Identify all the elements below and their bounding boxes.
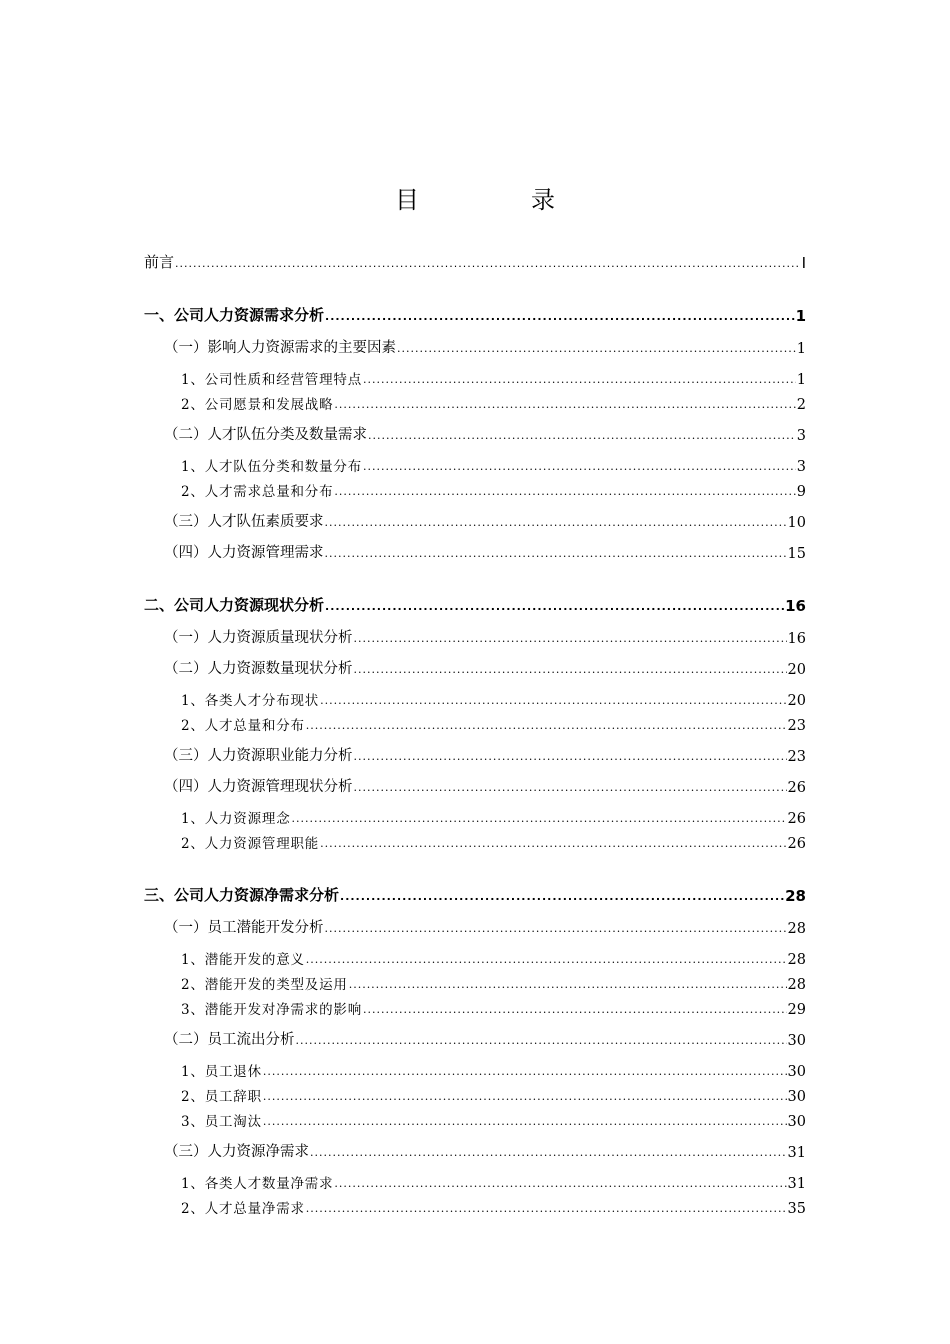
toc-page-number: 26 — [787, 780, 806, 796]
toc-page-number: 28 — [787, 921, 806, 937]
toc-entry-subsection[interactable] — [181, 366, 806, 388]
toc-entry-text: 2、公司愿景和发展战略 — [181, 397, 334, 413]
toc-entry-text: （二）员工流出分析 — [164, 1032, 295, 1048]
toc-leader-dots — [354, 782, 787, 793]
page-title: 目 录 — [395, 186, 599, 214]
toc-leader-dots — [325, 517, 787, 528]
toc-leader-dots — [175, 258, 801, 269]
toc-page-number: 30 — [787, 1114, 806, 1130]
toc-leader-dots — [349, 979, 787, 990]
toc-leader-dots — [263, 1066, 787, 1077]
toc-entry-text: 2、人才总量净需求 — [181, 1201, 305, 1217]
toc-entry-text: 前言 — [144, 253, 175, 271]
toc-entry-text: （一）员工潜能开发分析 — [164, 920, 324, 936]
toc-page-number: 28 — [785, 887, 806, 905]
toc-page-number: 30 — [787, 1089, 806, 1105]
toc-entry-text: 二、公司人力资源现状分析 — [144, 596, 325, 614]
toc-page-number: 28 — [787, 952, 806, 968]
toc-entry-section[interactable] — [164, 656, 806, 678]
toc-leader-dots — [325, 601, 784, 612]
toc-entry-subsection[interactable] — [181, 1058, 806, 1080]
toc-entry-chapter[interactable] — [144, 593, 806, 615]
toc-entry-text: 1、公司性质和经营管理特点 — [181, 372, 362, 388]
toc-entry-section[interactable] — [164, 625, 806, 647]
toc-leader-dots — [325, 923, 787, 934]
toc-leader-dots — [354, 751, 787, 762]
toc-page-number: 20 — [787, 693, 806, 709]
toc-leader-dots — [306, 954, 787, 965]
toc-entry-text: （四）人力资源管理现状分析 — [164, 779, 353, 795]
toc-entry-text: 1、各类人才分布现状 — [181, 693, 320, 709]
toc-page-number: 1 — [796, 372, 806, 388]
toc-entry-section[interactable] — [164, 509, 806, 531]
toc-leader-dots — [334, 486, 795, 497]
toc-page-number: 10 — [787, 515, 806, 531]
toc-entry-subsection[interactable] — [181, 1170, 806, 1192]
toc-entry-text: （三）人力资源职业能力分析 — [164, 748, 353, 764]
toc-entry-text: 2、潜能开发的类型及运用 — [181, 977, 348, 993]
toc-entry-section[interactable] — [164, 915, 806, 937]
toc-entry-section[interactable] — [164, 743, 806, 765]
toc-page-number: 2 — [796, 397, 806, 413]
toc-entry-text: 3、员工淘汰 — [181, 1114, 262, 1130]
toc-page-number: 1 — [795, 307, 806, 325]
toc-entry-section[interactable] — [164, 540, 806, 562]
toc-entry-chapter[interactable] — [144, 883, 806, 905]
toc-entry-text: 2、人才总量和分布 — [181, 718, 305, 734]
toc-leader-dots — [325, 311, 795, 322]
toc-page-number: 23 — [787, 718, 806, 734]
toc-page-number: 30 — [787, 1064, 806, 1080]
toc-leader-dots — [310, 1147, 787, 1158]
toc-entry-section[interactable] — [164, 422, 806, 444]
toc-page-number: 1 — [796, 341, 806, 357]
toc-entry-preface[interactable] — [144, 250, 806, 272]
toc-entry-text: 2、员工辞职 — [181, 1089, 262, 1105]
toc-leader-dots — [334, 1178, 786, 1189]
toc-page-number: 31 — [787, 1176, 806, 1192]
toc-leader-dots — [325, 548, 787, 559]
toc-leader-dots — [263, 1116, 787, 1127]
toc-leader-dots — [320, 838, 786, 849]
toc-page-number: 26 — [787, 811, 806, 827]
toc-page-number: 9 — [796, 484, 806, 500]
toc-entry-section[interactable] — [164, 1027, 806, 1049]
toc-page-number: 16 — [785, 597, 806, 615]
toc-leader-dots — [334, 399, 795, 410]
toc-entry-text: （二）人才队伍分类及数量需求 — [164, 427, 367, 443]
toc-entry-subsection[interactable] — [181, 687, 806, 709]
toc-entry-text: 2、人力资源管理职能 — [181, 836, 320, 852]
toc-entry-subsection[interactable] — [181, 971, 806, 993]
toc-page-number: 28 — [787, 977, 806, 993]
toc-entry-subsection[interactable] — [181, 830, 806, 852]
toc-entry-chapter[interactable] — [144, 303, 806, 325]
toc-page-number: 29 — [787, 1002, 806, 1018]
toc-entry-text: （二）人力资源数量现状分析 — [164, 661, 353, 677]
toc-leader-dots — [363, 374, 796, 385]
toc-entry-subsection[interactable] — [181, 1108, 806, 1130]
toc-leader-dots — [397, 343, 796, 354]
toc-entry-section[interactable] — [164, 1139, 806, 1161]
toc-entry-text: （一）影响人力资源需求的主要因素 — [164, 340, 396, 356]
toc-entry-section[interactable] — [164, 774, 806, 796]
toc-leader-dots — [354, 633, 787, 644]
toc-leader-dots — [363, 1004, 787, 1015]
toc-entry-subsection[interactable] — [181, 478, 806, 500]
toc-page-number: I — [801, 254, 806, 272]
toc-page-number: 31 — [787, 1145, 806, 1161]
toc-entry-text: （四）人力资源管理需求 — [164, 545, 324, 561]
toc-entry-subsection[interactable] — [181, 712, 806, 734]
toc-page-number: 20 — [787, 662, 806, 678]
toc-leader-dots — [263, 1091, 787, 1102]
toc-leader-dots — [292, 813, 787, 824]
toc-entry-text: （三）人力资源净需求 — [164, 1144, 309, 1160]
toc-entry-subsection[interactable] — [181, 1195, 806, 1217]
toc-leader-dots — [306, 1203, 787, 1214]
toc-page-number: 3 — [796, 459, 806, 475]
toc-entry-subsection[interactable] — [181, 1083, 806, 1105]
toc-entry-text: 三、公司人力资源净需求分析 — [144, 886, 340, 904]
toc-entry-text: 1、各类人才数量净需求 — [181, 1176, 334, 1192]
toc-entry-text: 3、潜能开发对净需求的影响 — [181, 1002, 362, 1018]
toc-leader-dots — [296, 1035, 787, 1046]
toc-entry-subsection[interactable] — [181, 391, 806, 413]
toc-leader-dots — [340, 891, 784, 902]
toc-page-number: 35 — [787, 1201, 806, 1217]
toc-entry-subsection[interactable] — [181, 996, 806, 1018]
toc-entry-text: 2、人才需求总量和分布 — [181, 484, 334, 500]
toc-leader-dots — [320, 695, 786, 706]
toc-entry-subsection[interactable] — [181, 805, 806, 827]
toc-entry-text: （一）人力资源质量现状分析 — [164, 630, 353, 646]
toc-entry-subsection[interactable] — [181, 453, 806, 475]
toc-entry-section[interactable] — [164, 335, 806, 357]
toc-entry-text: 1、潜能开发的意义 — [181, 952, 305, 968]
toc-page-number: 30 — [787, 1033, 806, 1049]
toc-entry-text: 1、人才队伍分类和数量分布 — [181, 459, 362, 475]
toc-page-number: 16 — [787, 631, 806, 647]
toc-entry-text: （三）人才队伍素质要求 — [164, 514, 324, 530]
toc-entry-text: 一、公司人力资源需求分析 — [144, 306, 325, 324]
toc-entry-subsection[interactable] — [181, 946, 806, 968]
toc-page-number: 3 — [796, 428, 806, 444]
toc-entry-text: 1、人力资源理念 — [181, 811, 291, 827]
toc-page-number: 15 — [787, 546, 806, 562]
toc-page-number: 26 — [787, 836, 806, 852]
toc-entry-text: 1、员工退休 — [181, 1064, 262, 1080]
toc-leader-dots — [368, 430, 796, 441]
toc-leader-dots — [354, 664, 787, 675]
toc-leader-dots — [363, 461, 796, 472]
toc-page-number: 23 — [787, 749, 806, 765]
toc-leader-dots — [306, 720, 787, 731]
